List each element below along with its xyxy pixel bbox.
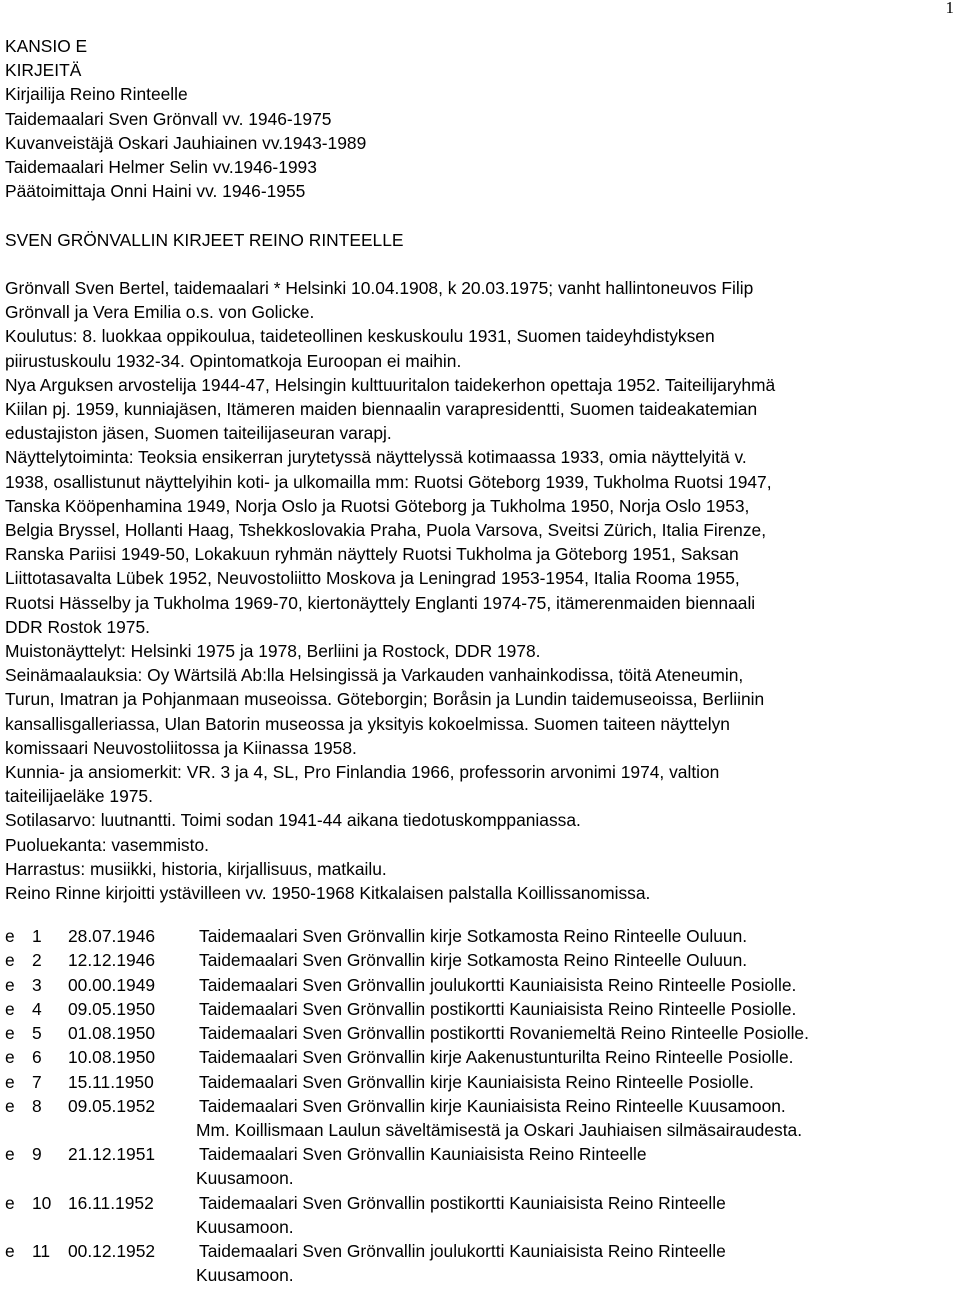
letter-description: Taidemaalari Sven Grönvallin kirje Aakenustunturilta Reino Rinteelle Posiolle. [199, 1047, 794, 1068]
biography [5, 276, 953, 905]
letter-date: 28.07.1946 [68, 926, 156, 947]
bio-line: Koulutus: 8. luokkaa oppikoulua, taideteollinen keskuskoulu 1931, Suomen taideyhdistyksen [5, 326, 715, 347]
letter-series: e [5, 1095, 15, 1116]
letter-description-cont: Kuusamoon. [196, 1265, 294, 1286]
correspondent-line: Päätoimittaja Onni Haini vv. 1946-1955 [5, 181, 306, 202]
letter-series: e [5, 1023, 15, 1044]
bio-line: Turun, Imatran ja Pohjanmaan museoissa. Göteborgin; Boråsin ja Lundin taidemuseoissa, Berliinin [5, 689, 765, 710]
bio-line: Nya Arguksen arvostelija 1944-47, Helsingin kulttuuritalon taidekerhon opettaja 1952. Taiteilijaryhmä [5, 374, 776, 395]
letter-entry [5, 924, 953, 948]
letter-number: 4 [32, 998, 42, 1019]
bio-line: Grönvall Sven Bertel, taidemaalari * Helsinki 10.04.1908, k 20.03.1975; vanht hallintoneuvos Filip [5, 278, 754, 298]
letter-series: e [5, 1240, 15, 1261]
folder-header [5, 34, 953, 203]
letter-entry [5, 1239, 953, 1287]
letter-date: 15.11.1950 [68, 1071, 154, 1092]
letter-date: 01.08.1950 [68, 1023, 156, 1044]
bio-line: Harrastus: musiikki, historia, kirjallisuus, matkailu. [5, 858, 387, 879]
bio-line: Reino Rinne kirjoitti ystävilleen vv. 1950-1968 Kitkalaisen palstalla Koillissanomissa. [5, 883, 651, 904]
letter-number: 10 [32, 1192, 52, 1213]
letter-series: e [5, 1192, 15, 1213]
letter-series: e [5, 1047, 15, 1068]
folder-subtitle: KIRJEITÄ [5, 60, 82, 81]
letter-number: 8 [32, 1095, 42, 1116]
letter-entry [5, 997, 953, 1021]
bio-line: Liittotasavalta Lübek 1952, Neuvostoliitto Moskova ja Leningrad 1953-1954, Italia Rooma 1955, [5, 568, 740, 589]
letter-date: 09.05.1950 [68, 998, 156, 1019]
letter-series: e [5, 974, 15, 995]
letter-date: 16.11.1952 [68, 1192, 154, 1213]
bio-line: Kiilan pj. 1959, kunniajäsen, Itämeren maiden biennaalin varapresidentti, Suomen taideakatemian [5, 399, 758, 420]
bio-line: Belgia Bryssel, Hollanti Haag, Tshekkoslovakia Praha, Puola Varsova, Sveitsi Zürich, Italia Firenze, [5, 520, 767, 541]
letter-description: Taidemaalari Sven Grönvallin joulukortti Kauniaisista Reino Rinteelle Posiolle. [199, 974, 797, 995]
bio-line: 1938, osallistunut näyttelyihin koti- ja ulkomailla mm: Ruotsi Göteborg 1939, Tukholma Ruotsi 1947, [5, 471, 772, 492]
letter-entry [5, 1142, 953, 1190]
letter-entry [5, 1070, 953, 1094]
letter-entry [5, 1045, 953, 1069]
bio-line: komissaari Neuvostoliitossa ja Kiinassa 1958. [5, 737, 357, 758]
letter-date: 00.00.1949 [68, 974, 156, 995]
letter-description: Taidemaalari Sven Grönvallin postikortti Kauniaisista Reino Rinteelle Posiolle. [199, 998, 797, 1019]
letter-description: Taidemaalari Sven Grönvallin kirje Sotkamosta Reino Rinteelle Ouluun. [199, 950, 748, 971]
correspondent-line: Kuvanveistäjä Oskari Jauhiainen vv.1943-1989 [5, 132, 367, 153]
letter-series: e [5, 1144, 15, 1165]
letter-number: 6 [32, 1047, 42, 1068]
letter-description-cont: Mm. Koillismaan Laulun säveltämisestä ja Oskari Jauhiaisen silmäsairaudesta. [196, 1119, 803, 1140]
letter-description: Taidemaalari Sven Grönvallin joulukortti Kauniaisista Reino Rinteelle [199, 1240, 726, 1261]
letter-number: 5 [32, 1023, 42, 1044]
bio-line: kansallisgalleriassa, Ulan Batorin museossa ja yksityis kokoelmissa. Suomen taiteen näyttelyn [5, 713, 730, 734]
bio-line: Ranska Pariisi 1949-50, Lokakuun ryhmän näyttely Ruotsi Tukholma ja Göteborg 1951, Saksan [5, 544, 739, 565]
letter-description: Taidemaalari Sven Grönvallin postikortti Rovaniemeltä Reino Rinteelle Posiolle. [199, 1023, 809, 1044]
bio-line: piirustuskoulu 1932-34. Opintomatkoja Euroopan ei maihin. [5, 350, 462, 371]
letter-entry [5, 1094, 953, 1142]
bio-line: Näyttelytoiminta: Teoksia ensikerran jurytetyssä näyttelyssä kotimaassa 1933, omia näyttelyitä v. [5, 447, 747, 468]
letters-list [5, 924, 953, 1287]
letter-series: e [5, 926, 15, 947]
letter-date: 10.08.1950 [68, 1047, 156, 1068]
bio-line: taiteilijaeläke 1975. [5, 786, 153, 807]
bio-line: Tanska Kööpenhamina 1949, Norja Oslo ja Ruotsi Göteborg ja Tukholma 1950, Norja Oslo 1953, [5, 495, 750, 516]
section-title: SVEN GRÖNVALLIN KIRJEET REINO RINTEELLE [5, 229, 404, 250]
letter-number: 9 [32, 1144, 42, 1165]
bio-line: DDR Rostok 1975. [5, 616, 150, 637]
letter-date: 00.12.1952 [68, 1240, 156, 1261]
folder-title: KANSIO E [5, 36, 88, 56]
bio-line: Ruotsi Hässelby ja Tukholma 1969-70, kiertonäyttely Englanti 1974-75, itämerenmaiden biennaali [5, 592, 756, 613]
letter-description: Taidemaalari Sven Grönvallin kirje Kauniaisista Reino Rinteelle Kuusamoon. [199, 1095, 786, 1116]
bio-line: Sotilasarvo: luutnantti. Toimi sodan 1941-44 aikana tiedotuskomppaniassa. [5, 810, 581, 831]
letter-description: Taidemaalari Sven Grönvallin Kauniaisista Reino Rinteelle [199, 1144, 647, 1165]
letter-entry [5, 1021, 953, 1045]
bio-line: Muistonäyttelyt: Helsinki 1975 ja 1978, Berliini ja Rostock, DDR 1978. [5, 641, 541, 662]
correspondent-line: Taidemaalari Sven Grönvall vv. 1946-1975 [5, 108, 332, 129]
bio-line: Seinämaalauksia: Oy Wärtsilä Ab:lla Helsingissä ja Varkauden vanhainkodissa, töitä Ateneumin, [5, 665, 744, 686]
letter-date: 12.12.1946 [68, 950, 156, 971]
letter-series: e [5, 998, 15, 1019]
letter-number: 3 [32, 974, 42, 995]
letter-description: Taidemaalari Sven Grönvallin kirje Kauniaisista Reino Rinteelle Posiolle. [199, 1071, 754, 1092]
bio-line: Grönvall ja Vera Emilia o.s. von Golicke. [5, 302, 315, 323]
letter-entry [5, 948, 953, 972]
letter-description-cont: Kuusamoon. [196, 1216, 294, 1237]
letter-series: e [5, 950, 15, 971]
letter-number: 1 [32, 926, 42, 947]
letter-series: e [5, 1071, 15, 1092]
correspondent-line: Taidemaalari Helmer Selin vv.1946-1993 [5, 157, 317, 178]
letter-date: 21.12.1951 [68, 1144, 156, 1165]
bio-line: edustajiston jäsen, Suomen taiteilijaseuran varapj. [5, 423, 392, 444]
letter-description: Taidemaalari Sven Grönvallin kirje Sotkamosta Reino Rinteelle Ouluun. [199, 926, 748, 947]
recipient-line: Kirjailija Reino Rinteelle [5, 84, 188, 105]
letter-entry [5, 1191, 953, 1239]
bio-line: Kunnia- ja ansiomerkit: VR. 3 ja 4, SL, Pro Finlandia 1966, professorin arvonimi 1974, valtion [5, 762, 720, 783]
page-number: 1 [945, 0, 954, 17]
letter-date: 09.05.1952 [68, 1095, 156, 1116]
letter-description-cont: Kuusamoon. [196, 1168, 294, 1189]
letter-number: 11 [32, 1240, 51, 1261]
letter-description: Taidemaalari Sven Grönvallin postikortti Kauniaisista Reino Rinteelle [199, 1192, 726, 1213]
letter-entry [5, 973, 953, 997]
letter-number: 7 [32, 1071, 42, 1092]
document-body [5, 34, 953, 1287]
bio-line: Puoluekanta: vasemmisto. [5, 834, 209, 855]
letter-number: 2 [32, 950, 42, 971]
